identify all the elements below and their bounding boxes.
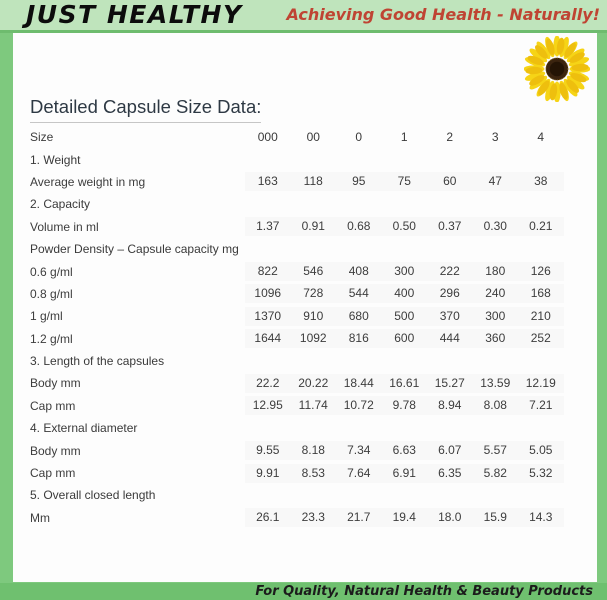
row-label: Volume in ml — [30, 219, 99, 234]
cell-value: 408 — [336, 262, 382, 281]
cell-value: 75 — [382, 172, 428, 191]
cell-value: 5.05 — [518, 441, 564, 460]
column-header: 00 — [306, 130, 320, 145]
column-header: 000 — [257, 130, 278, 145]
table-row — [30, 216, 579, 238]
cell-value: 9.55 — [245, 441, 291, 460]
cell-value: 7.21 — [518, 396, 564, 415]
table-row — [30, 462, 579, 484]
row-label: 1 g/ml — [30, 309, 63, 324]
cell-value: 360 — [473, 329, 519, 348]
cell-value: 9.91 — [245, 464, 291, 483]
page-title: Detailed Capsule Size Data: — [30, 96, 261, 123]
table-row — [30, 171, 579, 193]
row-label: Body mm — [30, 376, 81, 391]
cell-value: 0.21 — [518, 217, 564, 236]
column-header: 0 — [355, 130, 363, 145]
header-band — [0, 0, 607, 33]
table-row — [30, 283, 579, 305]
cell-value: 12.95 — [245, 396, 291, 415]
cell-value: 8.08 — [473, 396, 519, 415]
table-row — [30, 260, 579, 282]
cell-value: 500 — [382, 307, 428, 326]
brand-title: JUST HEALTHY — [26, 0, 243, 29]
cell-value: 26.1 — [245, 508, 291, 527]
row-label: 0.8 g/ml — [30, 286, 73, 301]
panel-content — [13, 33, 597, 529]
cell-value: 19.4 — [382, 508, 428, 527]
sunflower-icon — [524, 36, 590, 102]
cell-value: 210 — [518, 307, 564, 326]
cell-value: 60 — [427, 172, 473, 191]
cell-value: 9.78 — [382, 396, 428, 415]
table-row — [30, 238, 579, 260]
cell-value: 1096 — [245, 284, 291, 303]
cell-value: 180 — [473, 262, 519, 281]
cell-value: 6.91 — [382, 464, 428, 483]
cell-value: 1644 — [245, 329, 291, 348]
cell-value: 680 — [336, 307, 382, 326]
cell-value: 8.53 — [291, 464, 337, 483]
cell-value: 20.22 — [291, 374, 337, 393]
table-row — [30, 148, 579, 170]
cell-value: 910 — [291, 307, 337, 326]
cell-value: 21.7 — [336, 508, 382, 527]
row-label: Body mm — [30, 443, 81, 458]
column-header: 4 — [537, 130, 545, 145]
cell-value: 7.64 — [336, 464, 382, 483]
cell-value: 600 — [382, 329, 428, 348]
cell-value: 8.18 — [291, 441, 337, 460]
table-row — [30, 126, 579, 148]
row-label: Average weight in mg — [30, 174, 146, 189]
cell-value: 0.68 — [336, 217, 382, 236]
cell-value: 168 — [518, 284, 564, 303]
cell-value: 18.0 — [427, 508, 473, 527]
table-row — [30, 328, 579, 350]
column-header: 2 — [446, 130, 454, 145]
cell-value: 240 — [473, 284, 519, 303]
cell-value: 11.74 — [291, 396, 337, 415]
table-row — [30, 193, 579, 215]
cell-value: 1370 — [245, 307, 291, 326]
cell-value: 544 — [336, 284, 382, 303]
cell-value: 5.57 — [473, 441, 519, 460]
cell-value: 8.94 — [427, 396, 473, 415]
cell-value: 16.61 — [382, 374, 428, 393]
table-row — [30, 395, 579, 417]
cell-value: 23.3 — [291, 508, 337, 527]
cell-value: 5.82 — [473, 464, 519, 483]
table-row — [30, 372, 579, 394]
cell-value: 222 — [427, 262, 473, 281]
cell-value: 14.3 — [518, 508, 564, 527]
cell-value: 47 — [473, 172, 519, 191]
cell-value: 13.59 — [473, 374, 519, 393]
table-row — [30, 484, 579, 506]
footer-text: For Quality, Natural Health & Beauty Products — [255, 584, 593, 599]
cell-value: 126 — [518, 262, 564, 281]
cell-value: 300 — [473, 307, 519, 326]
cell-value: 18.44 — [336, 374, 382, 393]
table-row — [30, 350, 579, 372]
row-label: 4. External diameter — [30, 421, 138, 436]
row-label: Powder Density – Capsule capacity mg — [30, 242, 239, 257]
cell-value: 0.37 — [427, 217, 473, 236]
cell-value: 6.07 — [427, 441, 473, 460]
cell-value: 1092 — [291, 329, 337, 348]
row-label: 2. Capacity — [30, 197, 91, 212]
cell-value: 296 — [427, 284, 473, 303]
cell-value: 5.32 — [518, 464, 564, 483]
cell-value: 1.37 — [245, 217, 291, 236]
row-label: Size — [30, 130, 54, 145]
cell-value: 0.50 — [382, 217, 428, 236]
cell-value: 0.91 — [291, 217, 337, 236]
cell-value: 300 — [382, 262, 428, 281]
cell-value: 95 — [336, 172, 382, 191]
cell-value: 0.30 — [473, 217, 519, 236]
cell-value: 6.63 — [382, 441, 428, 460]
row-label: 3. Length of the capsules — [30, 354, 165, 369]
cell-value: 822 — [245, 262, 291, 281]
row-label: 0.6 g/ml — [30, 264, 73, 279]
footer-bar — [0, 583, 607, 600]
cell-value: 7.34 — [336, 441, 382, 460]
cell-value: 15.27 — [427, 374, 473, 393]
table-row — [30, 305, 579, 327]
cell-value: 444 — [427, 329, 473, 348]
cell-value: 12.19 — [518, 374, 564, 393]
cell-value: 22.2 — [245, 374, 291, 393]
table-row — [30, 507, 579, 529]
cell-value: 816 — [336, 329, 382, 348]
cell-value: 370 — [427, 307, 473, 326]
capsule-table — [30, 126, 579, 529]
cell-value: 10.72 — [336, 396, 382, 415]
cell-value: 546 — [291, 262, 337, 281]
column-header: 1 — [400, 130, 408, 145]
cell-value: 163 — [245, 172, 291, 191]
cell-value: 728 — [291, 284, 337, 303]
row-label: Cap mm — [30, 466, 76, 481]
row-label: Cap mm — [30, 398, 76, 413]
content-panel — [13, 33, 597, 582]
cell-value: 38 — [518, 172, 564, 191]
cell-value: 400 — [382, 284, 428, 303]
brand-tagline: Achieving Good Health - Naturally! — [286, 5, 600, 24]
cell-value: 118 — [291, 172, 337, 191]
column-header: 3 — [491, 130, 499, 145]
row-label: 5. Overall closed length — [30, 488, 156, 503]
cell-value: 15.9 — [473, 508, 519, 527]
row-label: Mm — [30, 510, 50, 525]
table-row — [30, 439, 579, 461]
cell-value: 252 — [518, 329, 564, 348]
row-label: 1. Weight — [30, 152, 81, 167]
cell-value: 6.35 — [427, 464, 473, 483]
row-label: 1.2 g/ml — [30, 331, 73, 346]
table-row — [30, 417, 579, 439]
